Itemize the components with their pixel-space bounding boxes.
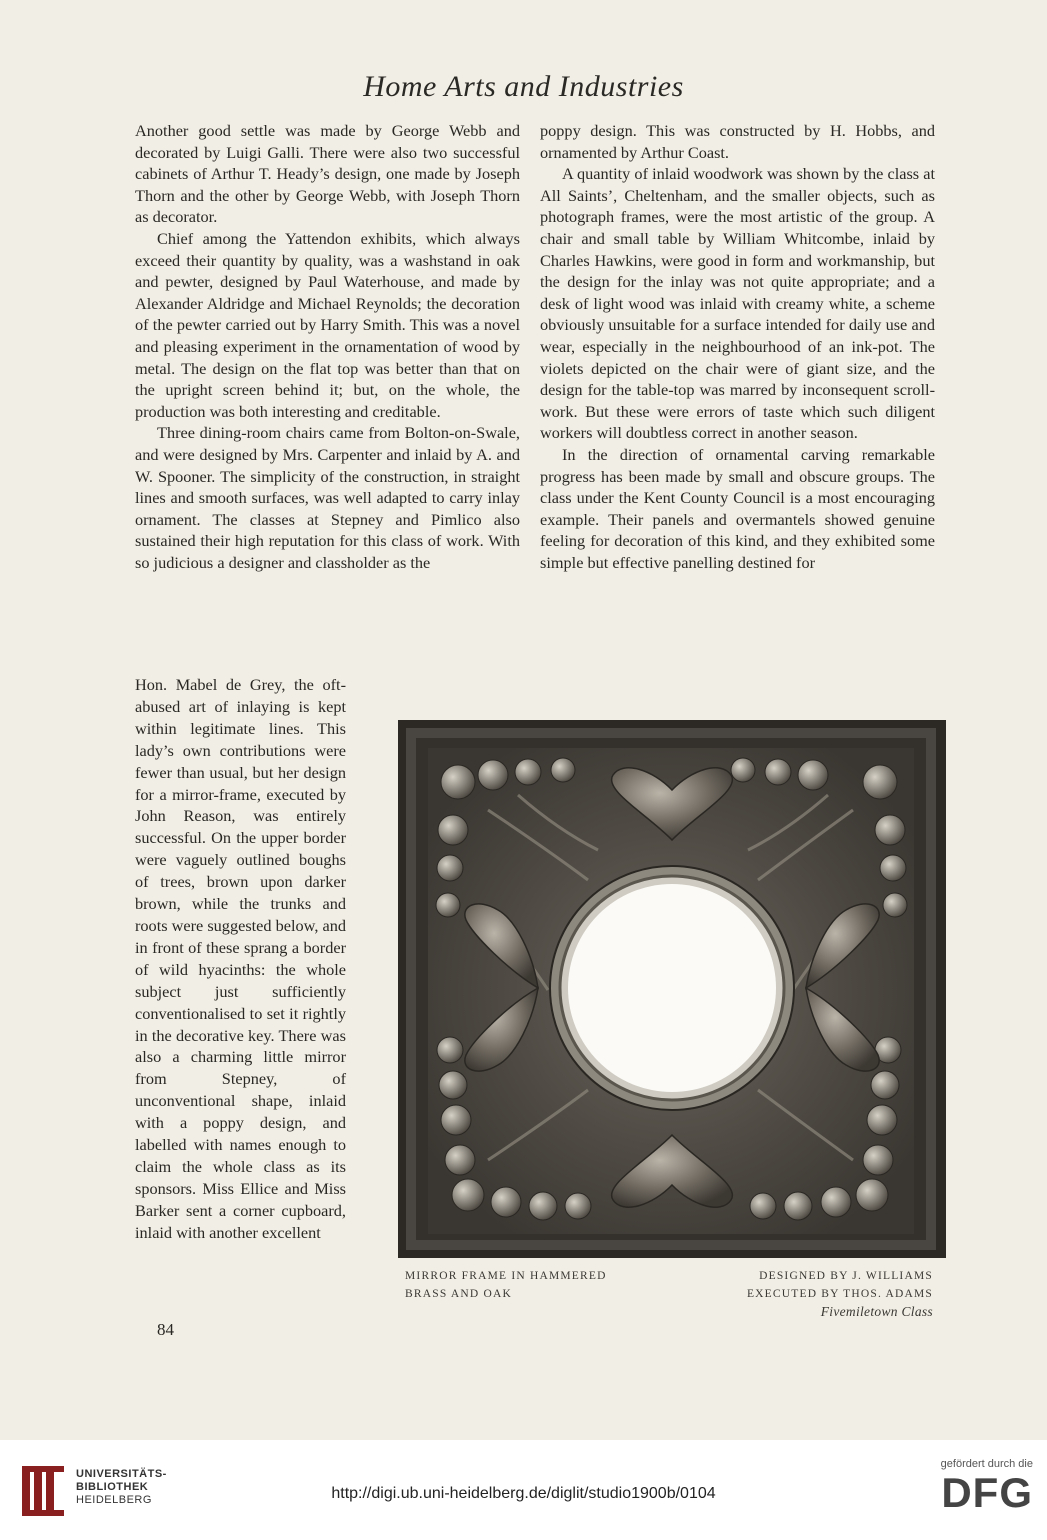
paragraph: In the direction of ornamental carving remarkable progress has been made by small and obscure groups. The class under the Kent County Council is a most encouraging example. Their panels and overmantels showed genuine feeling for decoration of this kind, and they exhibited some simple but effective panelling destined for bbox=[540, 444, 935, 572]
footer-bar bbox=[0, 1440, 1047, 1540]
left-narrow-column bbox=[135, 674, 346, 1244]
right-column bbox=[540, 120, 935, 573]
caption-line: BRASS AND OAK bbox=[405, 1288, 512, 1300]
caption-line: EXECUTED BY THOS. ADAMS bbox=[746, 1288, 933, 1300]
funder-name: DFG bbox=[941, 1469, 1033, 1516]
paragraph: Three dining-room chairs came from Bolton-on-Swale, and were designed by Mrs. Carpenter and inlaid by A. and W. Spooner. The simplicity of the construction, in straight lines and smooth surfaces, was well adapted to carry inlay ornament. The classes at Stepney and Pimlico also sustained their high reputation for this class of work. With so judicious a designer and classholder as the bbox=[135, 423, 520, 572]
page-number: 84 bbox=[157, 1320, 174, 1339]
paragraph: poppy design. This was constructed by H. Hobbs, and ornamented by Arthur Coast. bbox=[540, 121, 935, 162]
funder-note: gefördert durch die bbox=[940, 1458, 1033, 1470]
paragraph: Another good settle was made by George Webb and decorated by Luigi Galli. There were also two successful cabinets of Arthur T. Heady’s design, one made by Joseph Thorn and the other by George Webb, with Joseph Thorn as decorator. bbox=[135, 121, 520, 227]
caption-line: MIRROR FRAME IN HAMMERED bbox=[405, 1270, 607, 1282]
running-title: Home Arts and Industries bbox=[363, 70, 684, 103]
paragraph: A quantity of inlaid woodwork was shown by the class at All Saints’, Cheltenham, and the smaller objects, such as photograph frames, were the most artistic of the group. A chair and small table by William Whitcombe, inlaid by Charles Hawkins, were good in form and workmanship, but the design for the inlay was not quite appropriate; and a desk of light wood was inlaid with creamy white, a scheme obviously unsuitable for a surface intended for daily use and wear, especially in the neighbourhood of an ink-pot. The violets depicted on the chair were of giant size, and the design for the table-top was marred by inconsequent scroll-work. But these were errors of taste which such diligent workers will doubtless correct in another season. bbox=[540, 164, 935, 443]
mirror-frame-photo bbox=[398, 720, 946, 1258]
library-name-line: HEIDELBERG bbox=[76, 1494, 152, 1506]
paragraph: Hon. Mabel de Grey, the oft-abused art of inlaying is kept within legitimate lines. This lady’s own contributions were fewer than usual, but her design for a mirror-frame, executed by John Reason, was entirely successful. On the upper border were vaguely outlined boughs of trees, brown upon darker brown, while the trunks and roots were suggested below, and in front of these sprang a border of wild hyacinths: the whole subject just sufficiently conventionalised to set it rightly in the decorative key. There was also a charming little mirror from Stepney, of unconventional shape, inlaid with a poppy design, and labelled with names enough to claim the whole class as its sponsors. Miss Ellice and Miss Barker sent a corner cupboard, inlaid with another excellent bbox=[135, 675, 346, 1242]
figure-caption-left bbox=[405, 1267, 665, 1303]
left-column bbox=[135, 120, 520, 573]
caption-class: Fivemiletown Class bbox=[820, 1304, 933, 1319]
library-name-line: UNIVERSITÄTS- bbox=[76, 1468, 167, 1480]
library-name-line: BIBLIOTHEK bbox=[76, 1481, 149, 1493]
permalink-url[interactable]: http://digi.ub.uni-heidelberg.de/diglit/studio1900b/0104 bbox=[331, 1485, 716, 1502]
dfg-logo[interactable] bbox=[923, 1458, 1033, 1528]
paragraph: Chief among the Yattendon exhibits, which always exceed their quantity by quality, was a washstand in oak and pewter, designed by Paul Waterhouse, and made by Alexander Aldridge and Michael Reynolds; the decoration of the pewter carried out by Harry Smith. This was a novel and pleasing experiment in the ornamentation of wood by metal. The design on the flat top was better than that on the upright screen behind it; but, on the whole, the production was both interesting and creditable. bbox=[135, 228, 520, 421]
caption-line: DESIGNED BY J. WILLIAMS bbox=[759, 1270, 933, 1282]
figure-caption-right bbox=[700, 1267, 933, 1321]
